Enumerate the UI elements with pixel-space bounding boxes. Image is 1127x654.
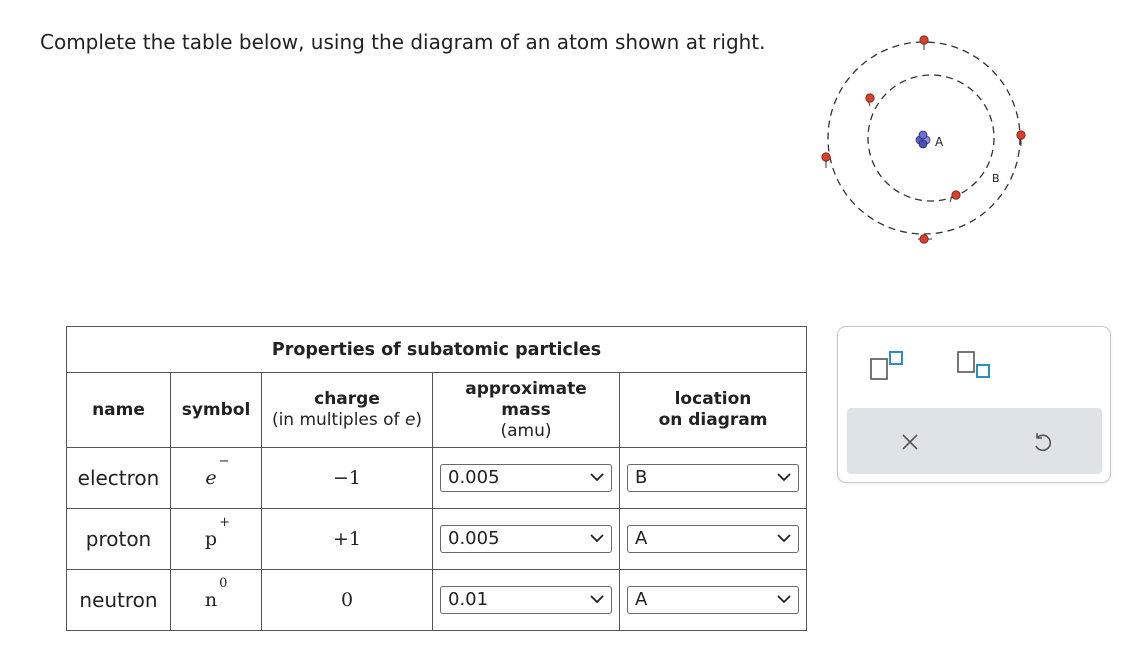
particle-symbol: n 0 xyxy=(171,570,262,631)
particle-name: neutron xyxy=(67,570,171,631)
header-mass: approximate mass (amu) xyxy=(433,373,620,448)
table-title: Properties of subatomic particles xyxy=(67,327,807,373)
electron-icon xyxy=(1017,131,1025,146)
action-bar xyxy=(847,408,1102,474)
inner-shell xyxy=(868,75,994,201)
header-charge-sub: (in multiples of e) xyxy=(271,410,423,430)
nucleus-icon xyxy=(916,131,930,148)
header-symbol: symbol xyxy=(171,373,262,448)
close-icon[interactable] xyxy=(900,432,920,452)
location-dropdown[interactable]: A xyxy=(627,586,799,614)
header-name: name xyxy=(67,373,171,448)
answer-tools-panel xyxy=(837,326,1111,483)
mass-cell xyxy=(433,448,620,509)
subatomic-particles-table xyxy=(66,326,807,631)
particle-charge: −1 xyxy=(262,448,433,509)
table-row xyxy=(67,509,807,570)
particle-name: proton xyxy=(67,509,171,570)
electron-icon xyxy=(866,94,874,106)
location-dropdown[interactable]: B xyxy=(627,464,799,492)
location-dropdown[interactable]: A xyxy=(627,525,799,553)
table-row xyxy=(67,448,807,509)
mass-dropdown[interactable]: 0.005 xyxy=(440,525,612,553)
mass-cell xyxy=(433,509,620,570)
electron-icon xyxy=(918,235,932,243)
label-b: B xyxy=(992,172,1000,185)
electron-icon xyxy=(950,191,960,202)
location-cell xyxy=(620,509,807,570)
particle-symbol: e − xyxy=(171,448,262,509)
header-charge-main: charge xyxy=(314,389,380,409)
particle-name: electron xyxy=(67,448,171,509)
subscript-box-icon[interactable] xyxy=(955,349,995,383)
location-cell xyxy=(620,448,807,509)
mass-dropdown[interactable]: 0.005 xyxy=(440,464,612,492)
particle-charge: +1 xyxy=(262,509,433,570)
mass-dropdown[interactable]: 0.01 xyxy=(440,586,612,614)
chevron-down-icon xyxy=(589,471,605,483)
table-row xyxy=(67,570,807,631)
chevron-down-icon xyxy=(776,471,792,483)
superscript-box-icon[interactable] xyxy=(868,349,908,383)
instructions: Complete the table below, using the diagram of an atom shown at right. xyxy=(40,30,766,54)
undo-icon[interactable] xyxy=(1030,430,1054,454)
mass-cell xyxy=(433,570,620,631)
chevron-down-icon xyxy=(589,532,605,544)
atom-diagram xyxy=(806,28,1034,256)
chevron-down-icon xyxy=(776,593,792,605)
particle-symbol: p + xyxy=(171,509,262,570)
particle-charge: 0 xyxy=(262,570,433,631)
header-charge xyxy=(262,373,433,448)
label-a: A xyxy=(935,135,944,149)
location-cell xyxy=(620,570,807,631)
electron-icon xyxy=(920,36,928,50)
header-location: location on diagram xyxy=(620,373,807,448)
chevron-down-icon xyxy=(776,532,792,544)
electron-icon xyxy=(822,153,830,168)
chevron-down-icon xyxy=(589,593,605,605)
